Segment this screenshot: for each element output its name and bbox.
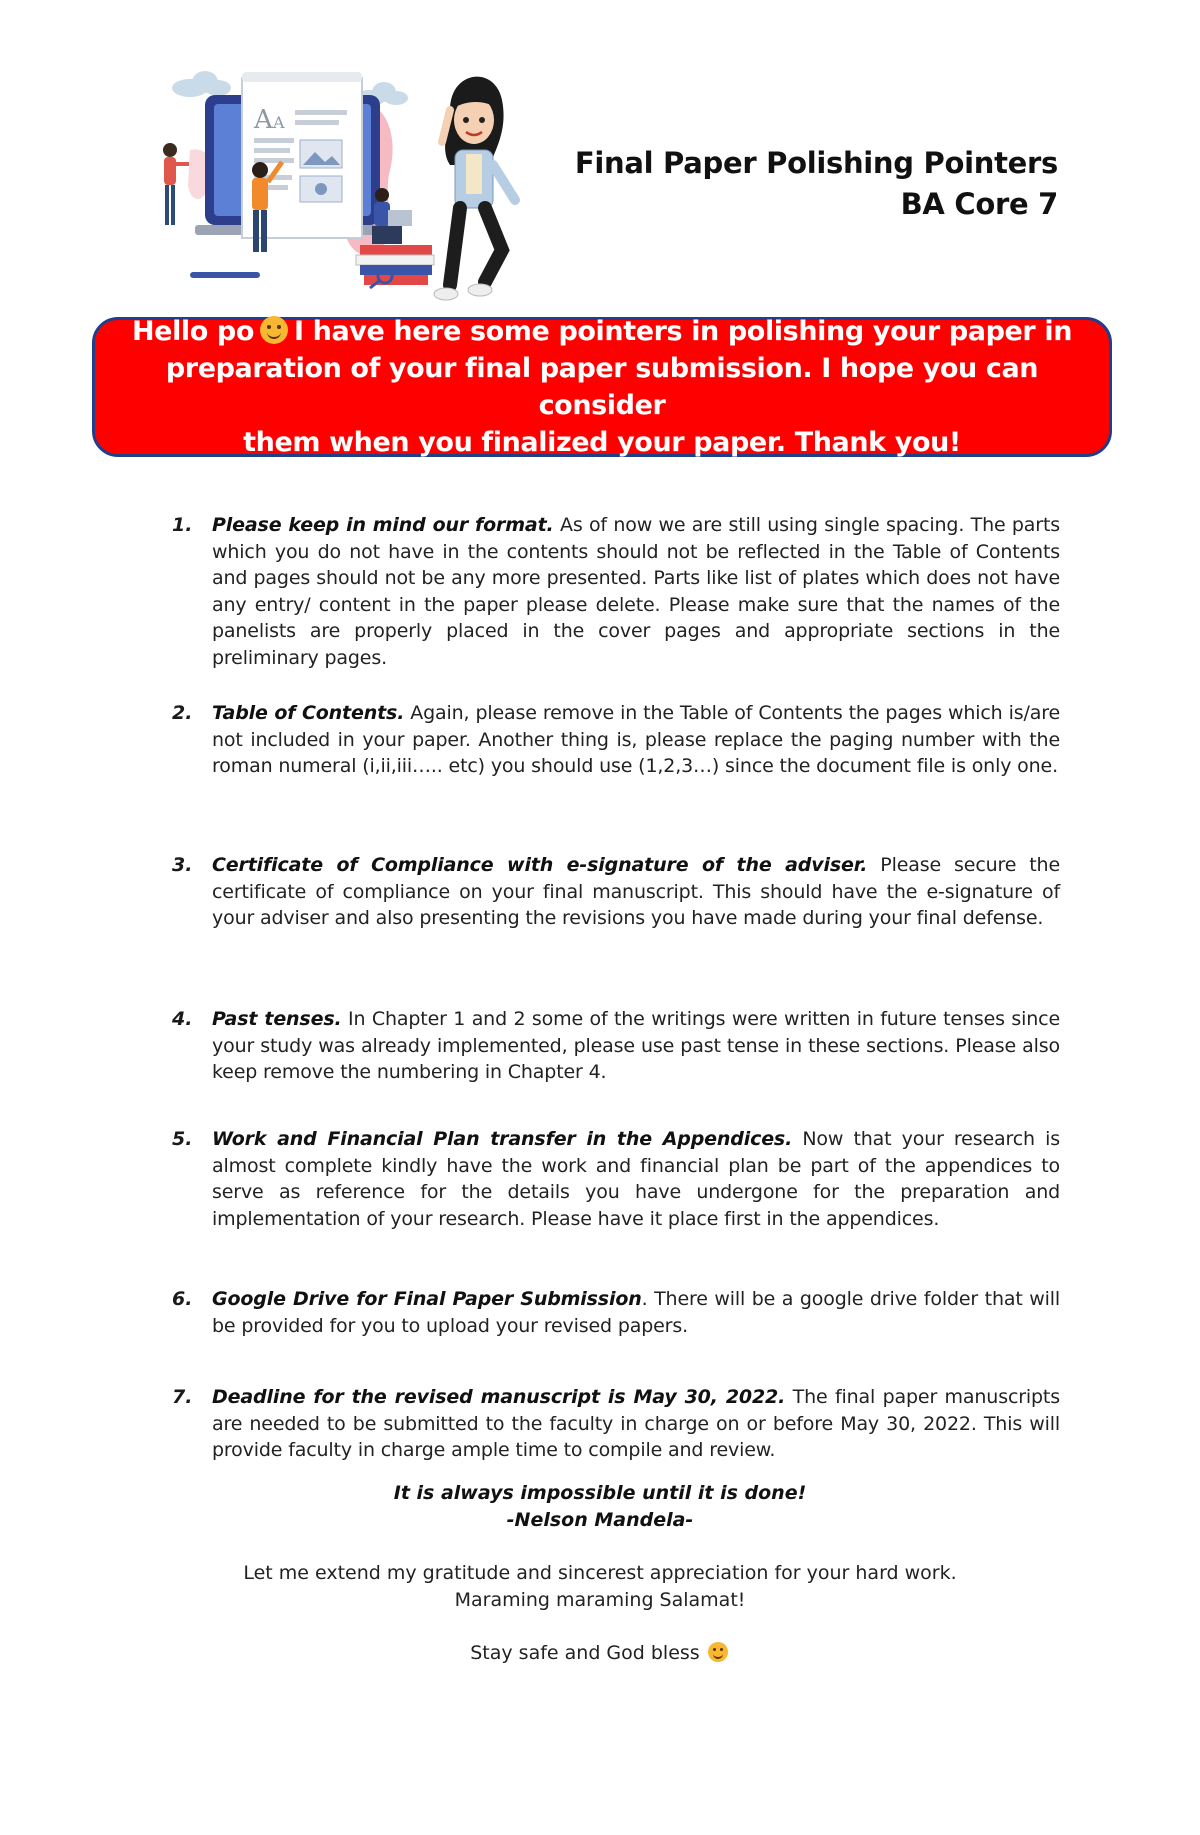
svg-text:A: A (254, 105, 273, 135)
pointer-number: 4. (172, 1008, 193, 1030)
pointer-text: In Chapter 1 and 2 some of the writings were written in future tenses since your study was already implemented, please use past tense in these sections. Please also keep remove the numbering in Chapter 4. (212, 1008, 1060, 1083)
greeting-line-3: them when you finalized your paper. Thank you! (243, 427, 961, 458)
pointer-number: 7. (172, 1386, 193, 1408)
pointer-heading: Please keep in mind our format. (212, 514, 554, 536)
pointer-text: The final paper manuscripts are needed to be submitted to the faculty in charge on or before May 30, 2022. This will provide faculty in charge ample time to compile and review. (212, 1386, 1060, 1461)
document-icon (242, 72, 362, 238)
closing-farewell (0, 1640, 1200, 1667)
closing-quote (0, 1480, 1200, 1533)
title-line-1: Final Paper Polishing Pointers (574, 146, 1058, 180)
pen-icon (190, 272, 260, 278)
person-icon (372, 188, 412, 244)
pointer-number: 1. (172, 514, 193, 536)
pointer-body (212, 1384, 1060, 1464)
pointer-number: 3. (172, 854, 193, 876)
smiling-face-icon (260, 316, 288, 344)
quote-text: It is always impossible until it is done! (393, 1482, 807, 1504)
quote-author: -Nelson Mandela- (506, 1508, 694, 1531)
pointer-item (172, 700, 1060, 780)
pointer-heading: Table of Contents. (212, 702, 405, 724)
pointer-heading: Deadline for the revised manuscript is May 30, 2022. (212, 1386, 786, 1408)
greeting-text (119, 313, 1085, 461)
pointer-body (212, 1006, 1060, 1086)
pointer-heading: Google Drive for Final Paper Submission (212, 1288, 642, 1310)
pointer-body (212, 852, 1060, 932)
document-title (575, 143, 1058, 225)
pointer-number: 6. (172, 1288, 193, 1310)
pointer-item (172, 1286, 1060, 1339)
pointer-item (172, 1006, 1060, 1086)
pointer-item (172, 1126, 1060, 1232)
pointer-item (172, 1384, 1060, 1464)
svg-text:A: A (273, 113, 285, 132)
pointer-text: Please secure the certificate of compliance on your final manuscript. This should have the e-signature of your adviser and also presenting the revisions you have made during your final defense. (212, 854, 1060, 929)
gratitude-line-2: Maraming maraming Salamat! (454, 1588, 746, 1611)
girl-avatar (434, 77, 515, 300)
cloud-icon (172, 71, 231, 97)
books-icon (356, 245, 434, 285)
pointer-body (212, 512, 1060, 671)
closing-gratitude (0, 1560, 1200, 1613)
person-icon (163, 143, 189, 225)
pointer-heading: Past tenses. (212, 1008, 342, 1030)
greeting-line-1b: I have here some pointers in polishing your paper in (294, 316, 1073, 347)
pointer-item (172, 512, 1060, 671)
pointer-text: Now that your research is almost complete kindly have the work and financial plan be part of the appendices to serve as reference for the details you have undergone for the preparation and implementation of your research. Please have it place first in the appendices. (212, 1128, 1060, 1230)
pointer-text: Again, please remove in the Table of Contents the pages which is/are not included in your paper. Another thing is, please replace the paging number with the roman numeral (i,ii,iii….. etc) you should use (1,2,3…) since the document file is only one. (212, 702, 1060, 777)
pointer-heading: Work and Financial Plan transfer in the Appendices. (212, 1128, 793, 1150)
title-line-2: BA Core 7 (900, 187, 1058, 221)
gratitude-line-1: Let me extend my gratitude and sincerest appreciation for your hard work. (243, 1562, 957, 1584)
pointer-item (172, 852, 1060, 932)
greeting-banner (92, 317, 1112, 457)
pointer-text: . There will be a google drive folder that will be provided for you to upload your revised papers. (212, 1288, 1060, 1337)
pointer-text: As of now we are still using single spacing. The parts which you do not have in the contents should not be reflected in the Table of Contents and pages should not be any more presented. Parts like list of plates which does not have any entry/ content in the paper please delete. Please make sure that the names of the panelists are properly placed in the cover pages and appropriate sections in the preliminary pages. (212, 514, 1060, 669)
header-illustration (150, 50, 590, 320)
greeting-line-1a: Hello po (131, 316, 255, 347)
pointer-number: 2. (172, 702, 193, 724)
farewell-text: Stay safe and God bless (470, 1642, 700, 1664)
pointer-heading: Certificate of Compliance with e-signature of the adviser. (212, 854, 868, 876)
pointer-number: 5. (172, 1128, 193, 1150)
pointer-body (212, 1286, 1060, 1339)
pointer-body (212, 1126, 1060, 1232)
pointer-body (212, 700, 1060, 780)
smiling-face-icon (708, 1642, 728, 1662)
greeting-line-2: preparation of your final paper submission. I hope you can consider (165, 353, 1039, 421)
